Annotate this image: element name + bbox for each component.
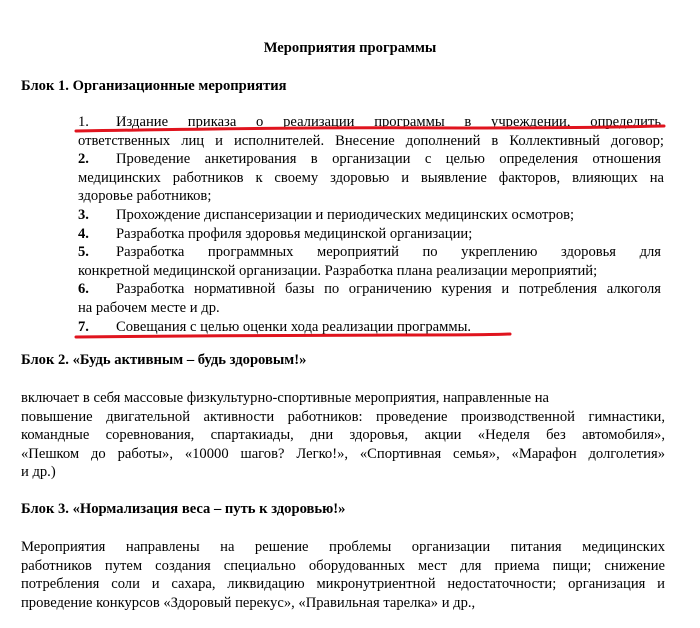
item-number: 5. — [78, 244, 89, 261]
item-text: Совещания с целью оценки хода реализации программы. — [116, 318, 472, 335]
item-text: Прохождение диспансеризации и периодических медицинских осмотров; — [116, 206, 575, 223]
item-text: ответственных лиц и исполнителей. Внесение дополнений в Коллективный договор; — [78, 132, 664, 149]
paragraph-line: и др.) — [21, 464, 56, 481]
block1-heading: Блок 1. Организационные мероприятия — [21, 78, 287, 94]
item-text: медицинских работников к своему здоровью и выявление факторов, влияющих на — [78, 169, 664, 186]
item-text: Проведение анкетирования в организации с целью определения отношения — [116, 151, 661, 168]
item-number: 2. — [78, 151, 89, 168]
item-text: конкретной медицинской организации. Разработка плана реализации мероприятий; — [78, 262, 598, 279]
item-text: на рабочем месте и др. — [78, 299, 220, 316]
paragraph-line: включает в себя массовые физкультурно-спортивные мероприятия, направленные на — [21, 390, 550, 406]
paragraph-line: повышение двигательной активности работников: проведение производственной гимнастики, — [21, 408, 665, 425]
block1-list — [78, 113, 664, 336]
list-item-6 — [78, 280, 664, 317]
list-item-5 — [78, 243, 664, 280]
item-text: Разработка программных мероприятий по укреплению здоровья для — [116, 244, 661, 261]
list-item-2 — [78, 150, 664, 206]
item-number: 3. — [78, 206, 89, 223]
block2-heading: Блок 2. «Будь активным – будь здоровым!» — [21, 352, 307, 368]
item-number: 6. — [78, 281, 89, 298]
paragraph-line: проведение конкурсов «Здоровый перекус», «Правильная тарелка» и др., — [21, 594, 476, 611]
item-number: 4. — [78, 225, 89, 242]
list-item-1 — [78, 113, 664, 150]
block2-paragraph — [21, 389, 665, 482]
paragraph-line: командные соревнования, спартакиады, дни здоровья, акции «Неделя без автомобиля», — [21, 427, 665, 444]
item-number: 1. — [78, 114, 89, 130]
item-number: 7. — [78, 318, 89, 335]
block3-paragraph — [21, 538, 665, 612]
item-text: Разработка нормативной базы по ограничению курения и потребления алкоголя — [116, 281, 661, 298]
list-item-3 — [78, 206, 664, 225]
item-text: Издание приказа о реализации программы в учреждении, определить — [116, 114, 661, 130]
paragraph-line: «Пешком до работы», «10000 шагов? Легко!», «Спортивная семья», «Марафон долголетия» — [21, 445, 665, 462]
list-item-4 — [78, 225, 664, 244]
item-text: здоровье работников; — [78, 188, 212, 205]
paragraph-line: потребления соли и сахара, ликвидацию микронутриентной недостаточности; организация и — [21, 576, 665, 593]
block3-heading: Блок 3. «Нормализация веса – путь к здоровью!» — [21, 501, 346, 517]
page-title: Мероприятия программы — [263, 40, 437, 56]
item-text: Разработка профиля здоровья медицинской организации; — [116, 225, 473, 242]
paragraph-line: Мероприятия направлены на решение проблемы организации питания медицинских — [21, 539, 665, 555]
list-item-7 — [78, 318, 664, 337]
paragraph-line: работников путем создания специально оборудованных мест для приема пищи; снижение — [21, 557, 665, 574]
